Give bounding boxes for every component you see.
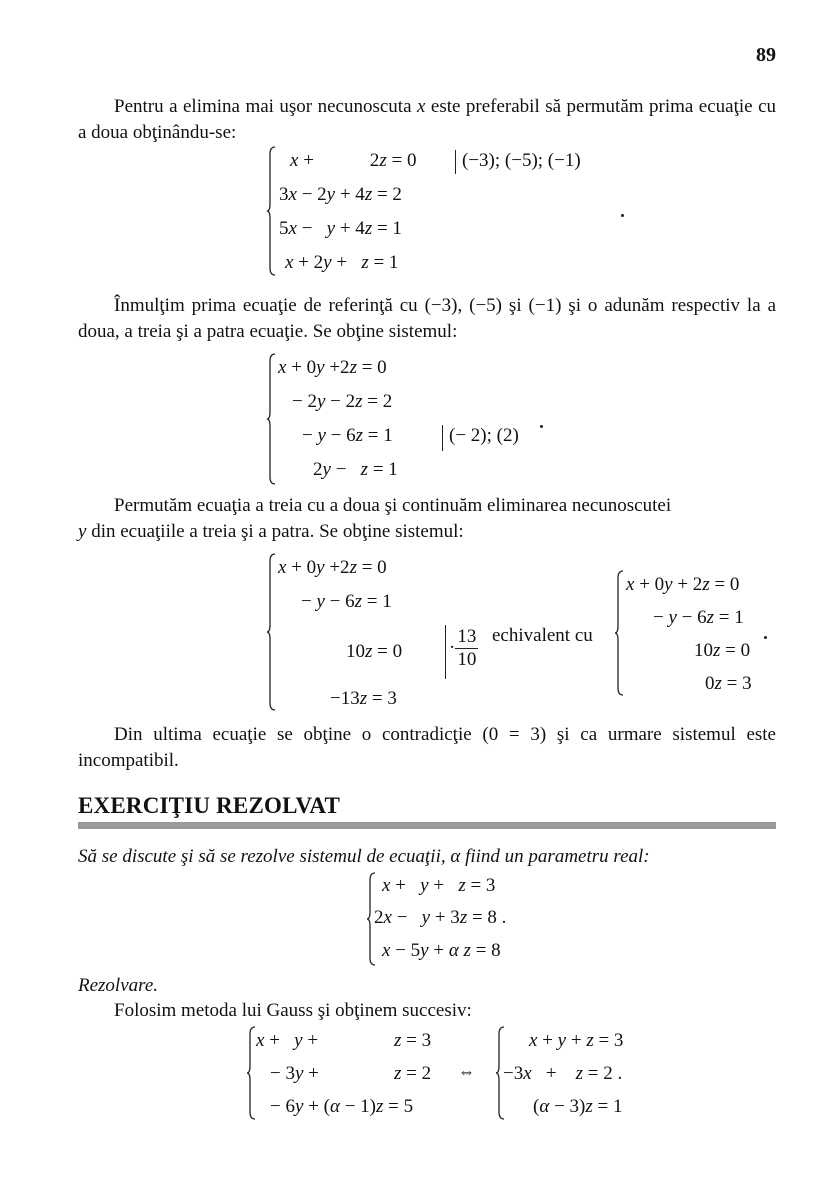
gauss-left-rhs-2: z = 2 xyxy=(394,1063,432,1084)
left-brace xyxy=(266,553,276,711)
equivalence-arrow-icon: ⇔ xyxy=(458,1062,475,1081)
equiv-row-2: − y − 6z = 1 xyxy=(653,607,744,628)
para3-text-a: Permutăm ecuaţia a treia cu a doua şi continuăm eliminarea necunoscutei xyxy=(114,495,672,516)
para1-text-a: Pentru a elimina mai uşor necunoscuta xyxy=(114,96,417,117)
left-brace xyxy=(266,353,276,485)
gauss-left-row-3: − 6y + (α − 1)z = 5 xyxy=(270,1096,414,1117)
paragraph-permute xyxy=(78,493,776,545)
left-brace-equivalent xyxy=(614,570,624,696)
annotation-bar xyxy=(442,425,443,451)
page-number: 89 xyxy=(756,44,776,66)
sys1-annotation: (−3); (−5); (−1) xyxy=(462,150,581,171)
gauss-right-row-1: x + y + z = 3 xyxy=(529,1030,624,1051)
multiply-dot: · xyxy=(449,636,456,658)
sys3-row-1: x + 0y +2z = 0 xyxy=(278,557,387,578)
para3-text-b: din ecuaţiile a treia şi a patra. Se obţine sistemul: xyxy=(86,521,464,542)
exercise-row-2: 2x − y + 3z = 8 . xyxy=(374,907,507,928)
sys3-row-2: − y − 6z = 1 xyxy=(301,591,392,612)
gauss-right-row-3: (α − 3)z = 1 xyxy=(533,1096,623,1117)
sys1-row-3: 5x − y + 4z = 1 xyxy=(279,218,402,239)
left-brace xyxy=(266,146,276,276)
sys2-row-2: − 2y − 2z = 2 xyxy=(292,391,393,412)
sys3-annotation xyxy=(449,626,478,671)
equiv-row-4: 0z = 3 xyxy=(705,673,752,694)
sys3-row-3: 10z = 0 xyxy=(346,641,403,662)
end-dot xyxy=(764,636,767,639)
fraction-denominator: 10 xyxy=(457,649,477,670)
gauss-left-row-1: x + y + xyxy=(256,1030,319,1051)
section-heading: EXERCIŢIU REZOLVAT xyxy=(78,793,341,818)
fraction xyxy=(455,626,478,671)
gauss-left-row-2: − 3y + xyxy=(270,1063,319,1084)
end-dot xyxy=(540,425,543,428)
sys1-row-2: 3x − 2y + 4z = 2 xyxy=(279,184,402,205)
annotation-bar xyxy=(445,625,446,679)
para1-text-b: este preferabil să permutăm prima ecuaţie cu a doua obţinându-se: xyxy=(78,96,777,143)
sys3-row-4: −13z = 3 xyxy=(330,688,397,709)
end-dot xyxy=(621,214,624,217)
gauss-left-rhs-1: z = 3 xyxy=(394,1030,432,1051)
gauss-right-row-2: −3x + z = 2 . xyxy=(503,1063,623,1084)
paragraph-multiply xyxy=(78,293,776,345)
solution-label: Rezolvare. xyxy=(78,975,159,996)
equiv-row-1: x + 0y + 2z = 0 xyxy=(626,574,740,595)
equiv-row-3: 10z = 0 xyxy=(694,640,751,661)
connector-text: echivalent cu xyxy=(492,625,593,646)
exercise-row-1: x + y + z = 3 xyxy=(382,875,496,896)
annotation-bar xyxy=(455,150,456,174)
exercise-row-3: x − 5y + α z = 8 xyxy=(382,940,501,961)
sys2-annotation: (− 2); (2) xyxy=(449,425,519,446)
sys1-row-1: x + 2z = 0 xyxy=(290,150,417,171)
sys1-row-4: x + 2y + z = 1 xyxy=(285,252,399,273)
para2-text: Înmulţim prima ecuaţie de referinţă cu (−3), (−5) şi (−1) şi o adunăm respectiv la a doua, a treia şi a patra ecuaţie. Se obţine sistemul: xyxy=(78,295,776,342)
var-y: y xyxy=(78,521,87,542)
method-text: Folosim metoda lui Gauss şi obţinem succesiv: xyxy=(114,1000,472,1021)
var-x: x xyxy=(416,96,426,117)
sys2-row-1: x + 0y +2z = 0 xyxy=(278,357,387,378)
fraction-numerator: 13 xyxy=(457,626,477,647)
heading-underline-bar xyxy=(78,822,776,829)
paragraph-conclusion xyxy=(78,722,776,774)
sys2-row-3: − y − 6z = 1 xyxy=(302,425,393,446)
paragraph-intro xyxy=(78,94,776,146)
para4-text: Din ultima ecuaţie se obţine o contradicţie (0 = 3) şi ca urmare sistemul este incompatibil. xyxy=(78,724,776,771)
exercise-statement: Să se discute şi să se rezolve sistemul de ecuaţii, α fiind un parametru real: xyxy=(78,846,650,867)
sys2-row-4: 2y − z = 1 xyxy=(313,459,398,480)
left-brace xyxy=(246,1026,256,1120)
